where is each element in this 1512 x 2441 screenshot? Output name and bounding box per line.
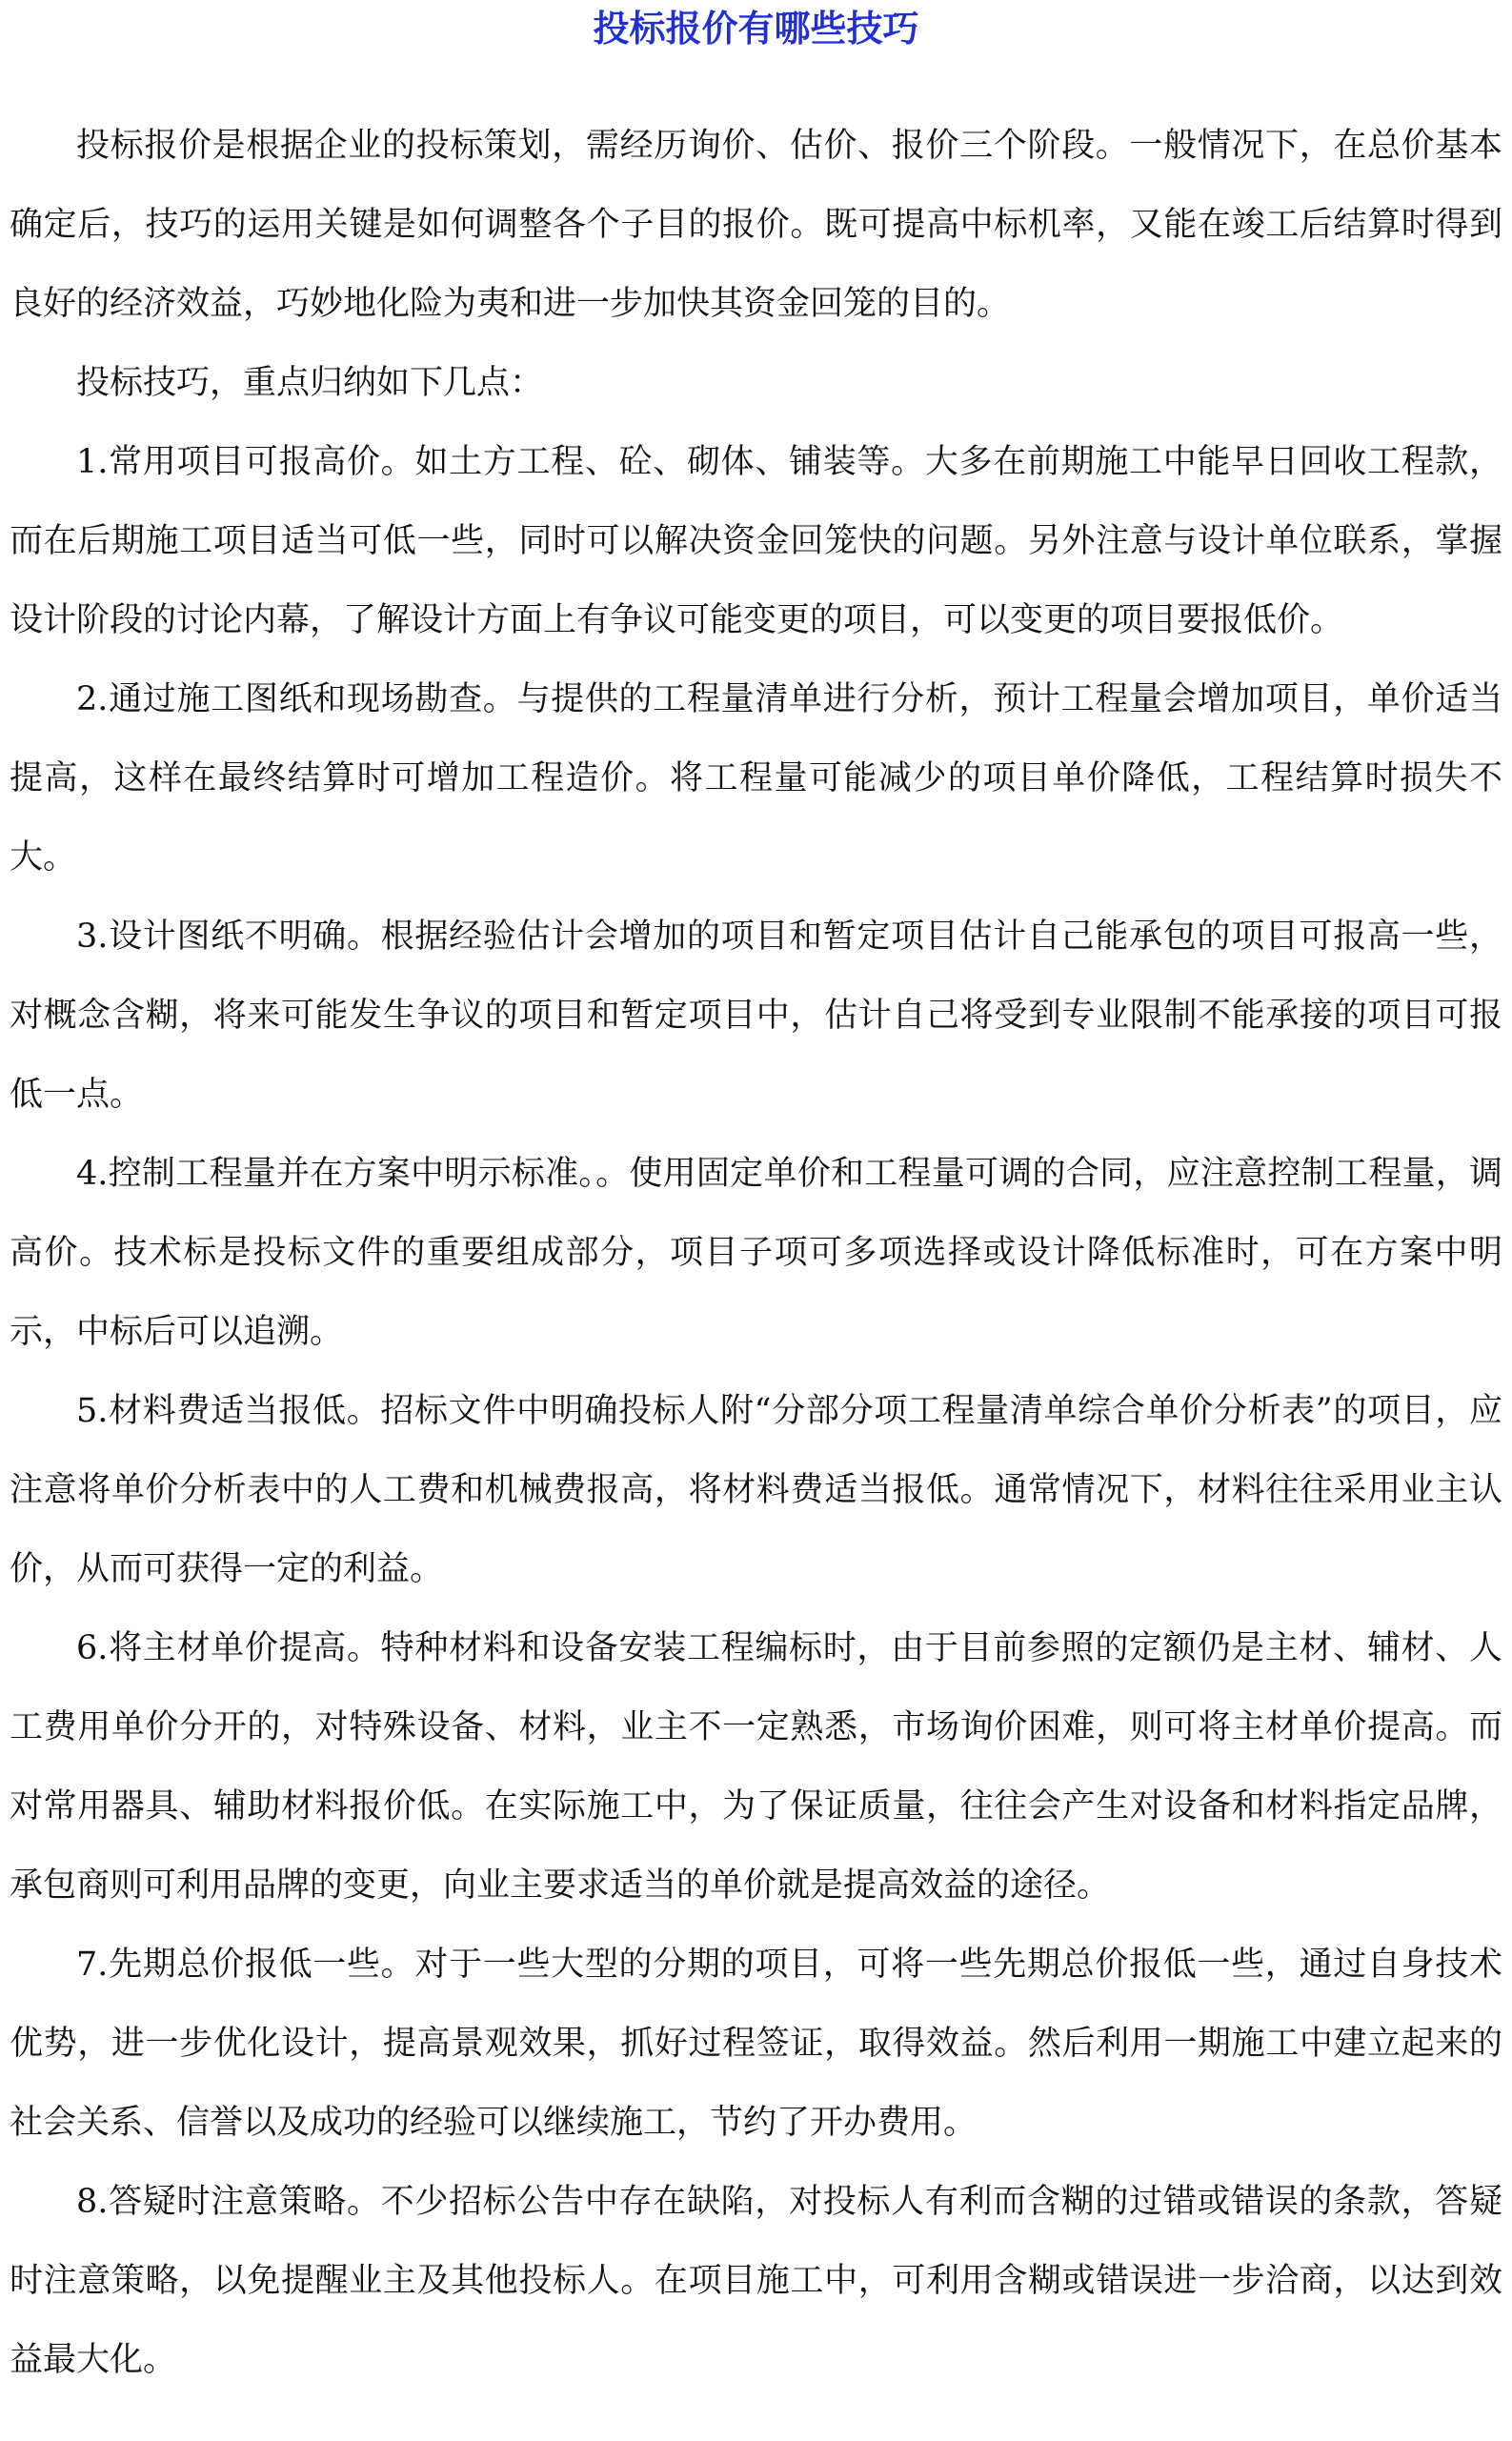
paragraph-item-1: 1.常用项目可报高价。如土方工程、砼、砌体、铺装等。大多在前期施工中能早日回收工程款，而在后期施工项目适当可低一些，同时可以解决资金回笼快的问题。另外注意与设计单位联系，掌握设计阶段的讨论内幕，了解设计方面上有争议可能变更的项目，可以变更的项目要报低价。 xyxy=(10,443,1502,639)
paragraph-summary: 投标技巧，重点归纳如下几点： xyxy=(76,364,544,402)
document-title: 投标报价有哪些技巧 xyxy=(593,7,919,50)
document-body xyxy=(10,107,1502,2400)
paragraph-item-2: 2.通过施工图纸和现场勘查。与提供的工程量清单进行分析，预计工程量会增加项目，单价适当提高，这样在最终结算时可增加工程造价。将工程量可能减少的项目单价降低，工程结算时损失不大。 xyxy=(10,680,1502,877)
paragraph-item-3: 3.设计图纸不明确。根据经验估计会增加的项目和暂定项目估计自己能承包的项目可报高一些，对概念含糊，将来可能发生争议的项目和暂定项目中，估计自己将受到专业限制不能承接的项目可报低一点。 xyxy=(10,918,1502,1114)
paragraph-intro: 投标报价是根据企业的投标策划，需经历询价、估价、报价三个阶段。一般情况下，在总价基本确定后，技巧的运用关键是如何调整各个子目的报价。既可提高中标机率，又能在竣工后结算时得到良好的经济效益，巧妙地化险为夷和进一步加快其资金回笼的目的。 xyxy=(10,127,1502,323)
paragraph-item-7: 7.先期总价报低一些。对于一些大型的分期的项目，可将一些先期总价报低一些，通过自身技术优势，进一步优化设计，提高景观效果，抓好过程签证，取得效益。然后利用一期施工中建立起来的社会关系、信誉以及成功的经验可以继续施工，节约了开办费用。 xyxy=(10,1946,1502,2142)
paragraph-item-4: 4.控制工程量并在方案中明示标准。。使用固定单价和工程量可调的合同，应注意控制工程量，调高价。技术标是投标文件的重要组成部分，项目子项可多项选择或设计降低标准时，可在方案中明示，中标后可以追溯。 xyxy=(10,1155,1502,1351)
paragraph-item-5: 5.材料费适当报低。招标文件中明确投标人附“分部分项工程量清单综合单价分析表”的项目，应注意将单价分析表中的人工费和机械费报高，将材料费适当报低。通常情况下，材料往往采用业主认价，从而可获得一定的利益。 xyxy=(10,1392,1502,1588)
paragraph-item-6: 6.将主材单价提高。特种材料和设备安装工程编标时，由于目前参照的定额仍是主材、辅材、人工费用单价分开的，对特殊设备、材料，业主不一定熟悉，市场询价困难，则可将主材单价提高。而对常用器具、辅助材料报价低。在实际施工中，为了保证质量，往往会产生对设备和材料指定品牌，承包商则可利用品牌的变更，向业主要求适当的单价就是提高效益的途径。 xyxy=(10,1629,1502,1905)
paragraph-item-8: 8.答疑时注意策略。不少招标公告中存在缺陷，对投标人有利而含糊的过错或错误的条款，答疑时注意策略，以免提醒业主及其他投标人。在项目施工中，可利用含糊或错误进一步洽商，以达到效益最大化。 xyxy=(10,2183,1502,2379)
